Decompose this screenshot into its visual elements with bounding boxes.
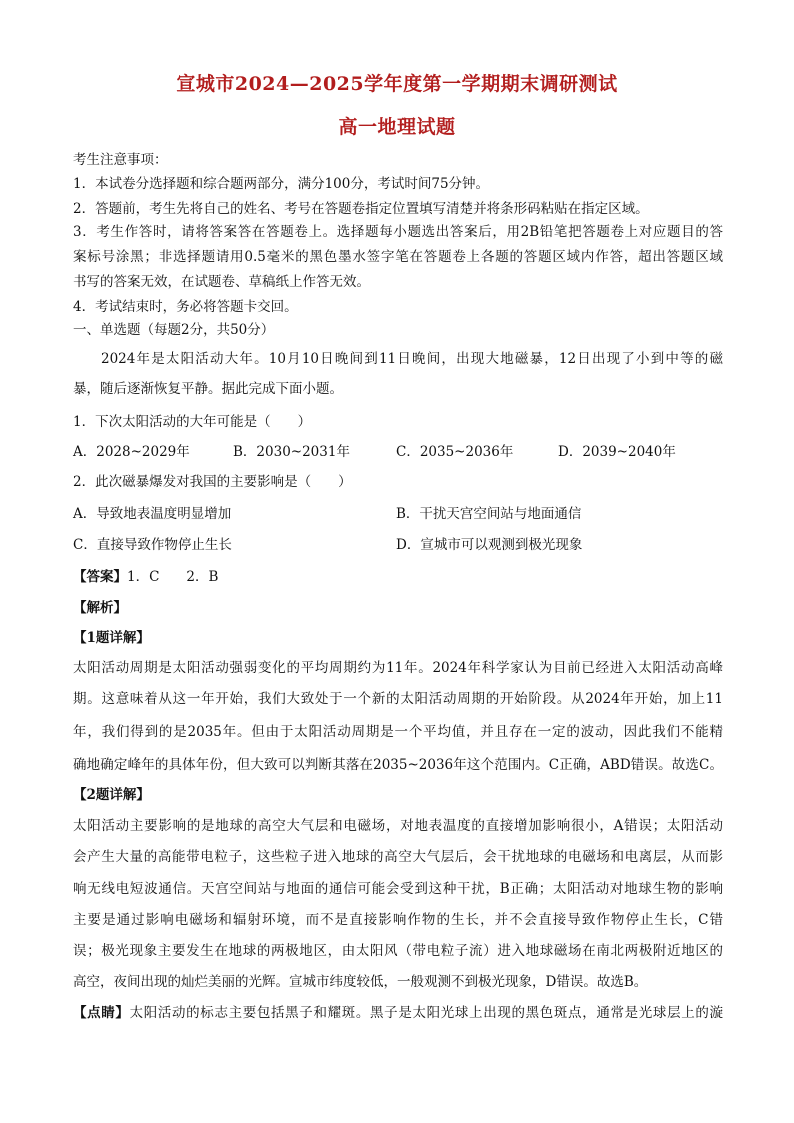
question-2-option-b: B．干扰天宫空间站与地面通信 xyxy=(396,506,582,522)
question-1-option-a: A．2028~2029年 xyxy=(73,444,190,460)
q2-detail-line-5: 误；极光现象主要发生在地球的两极地区，由太阳风（带电粒子流）进入地球磁场在南北两极附近地区的 xyxy=(73,943,723,959)
q2-detail-line-1: 太阳活动主要影响的是地球的高空大气层和电磁场，对地表温度的直接增加影响很小，A错误；太阳活动 xyxy=(73,818,723,834)
notice-item-2: 2．答题前，考生先将自己的姓名、考号在答题卷指定位置填写清楚并将条形码粘贴在指定区域。 xyxy=(73,201,649,217)
notice-heading: 考生注意事项： xyxy=(73,152,168,168)
exam-title: 宣城市2024—2025学年度第一学期期末调研测试 xyxy=(176,73,618,95)
answer-line xyxy=(73,568,723,586)
question-1-option-d: D．2039~2040年 xyxy=(558,444,676,460)
q1-detail-line-3: 年，我们得到的是2035年。但由于太阳活动周期是一个平均值，并且存在一定的波动，因此我们不能精 xyxy=(73,724,723,740)
notice-item-3-end: 书写的答案无效，在试题卷、草稿纸上作答无效。 xyxy=(73,274,370,290)
tip-label: 【点睛】 xyxy=(73,1005,130,1021)
q2-detail-line-6: 高空，夜间出现的灿烂美丽的光辉。宣城市纬度较低，一般观测不到极光现象，D错误。故选B。 xyxy=(73,974,648,990)
passage-line-2: 暴，随后逐渐恢复平静。据此完成下面小题。 xyxy=(73,381,343,397)
analysis-label: 【解析】 xyxy=(73,600,127,616)
q1-detail-line-1: 太阳活动周期是太阳活动强弱变化的平均周期约为11年。2024年科学家认为目前已经进入太阳活动高峰 xyxy=(73,660,723,676)
question-1-option-c: C．2035~2036年 xyxy=(396,444,514,460)
notice-item-4: 4．考试结束时，务必将答题卡交回。 xyxy=(73,299,298,315)
q1-detail-line-2: 期。这意味着从这一年开始，我们大致处于一个新的太阳活动周期的开始阶段。从2024年开始，加上11 xyxy=(73,691,723,707)
question-1-option-b: B．2030~2031年 xyxy=(233,444,350,460)
q2-detail-line-3: 响无线电短波通信。天宫空间站与地面的通信可能会受到这种干扰，B正确；太阳活动对地球生物的影响 xyxy=(73,881,723,897)
exam-subtitle: 高一地理试题 xyxy=(338,116,456,138)
q2-detail-label: 【2题详解】 xyxy=(73,787,150,803)
tip-line xyxy=(73,1004,723,1022)
question-2-option-c: C．直接导致作物停止生长 xyxy=(73,537,232,553)
q1-detail-label: 【1题详解】 xyxy=(73,630,150,646)
notice-item-3: 3．考生作答时，请将答案答在答题卷上。选择题每小题选出答案后，用2B铅笔把答题卷上对应题目的答 xyxy=(73,224,723,240)
answer-label: 【答案】 xyxy=(73,569,127,585)
tip-text: 太阳活动的标志主要包括黑子和耀斑。黑子是太阳光球上出现的黑色斑点，通常是光球层上的漩 xyxy=(129,1005,723,1021)
notice-item-1: 1．本试卷分选择题和综合题两部分，满分100分，考试时间75分钟。 xyxy=(73,176,490,192)
q1-detail-line-4: 确地确定峰年的具体年份，但大致可以判断其落在2035~2036年这个范围内。C正确，ABD错误。故选C。 xyxy=(73,757,723,773)
section-heading: 一、单选题（每题2分，共50分） xyxy=(73,322,275,338)
notice-item-3-cont: 案标号涂黑；非选择题请用0.5毫米的黑色墨水签字笔在答题卷上各题的答题区域内作答，超出答题区域 xyxy=(73,249,723,265)
answer-text: 1．C 2．B xyxy=(127,569,219,585)
question-2-stem: 2．此次磁暴爆发对我国的主要影响是（ ） xyxy=(73,474,352,490)
question-2-option-d: D．宣城市可以观测到极光现象 xyxy=(396,537,583,553)
q2-detail-line-4: 主要是通过影响电磁场和辐射环境，而不是直接影响作物的生长，并不会直接导致作物停止生长，C错 xyxy=(73,912,723,928)
question-1-stem: 1．下次太阳活动的大年可能是（ ） xyxy=(73,414,312,430)
q2-detail-line-2: 会产生大量的高能带电粒子，这些粒子进入地球的高空大气层后，会干扰地球的电磁场和电离层，从而影 xyxy=(73,849,723,865)
passage-line-1: 2024年是太阳活动大年。10月10日晚间到11日晚间，出现大地磁暴，12日出现了小到中等的磁 xyxy=(101,351,723,367)
question-2-option-a: A．导致地表温度明显增加 xyxy=(73,506,232,522)
